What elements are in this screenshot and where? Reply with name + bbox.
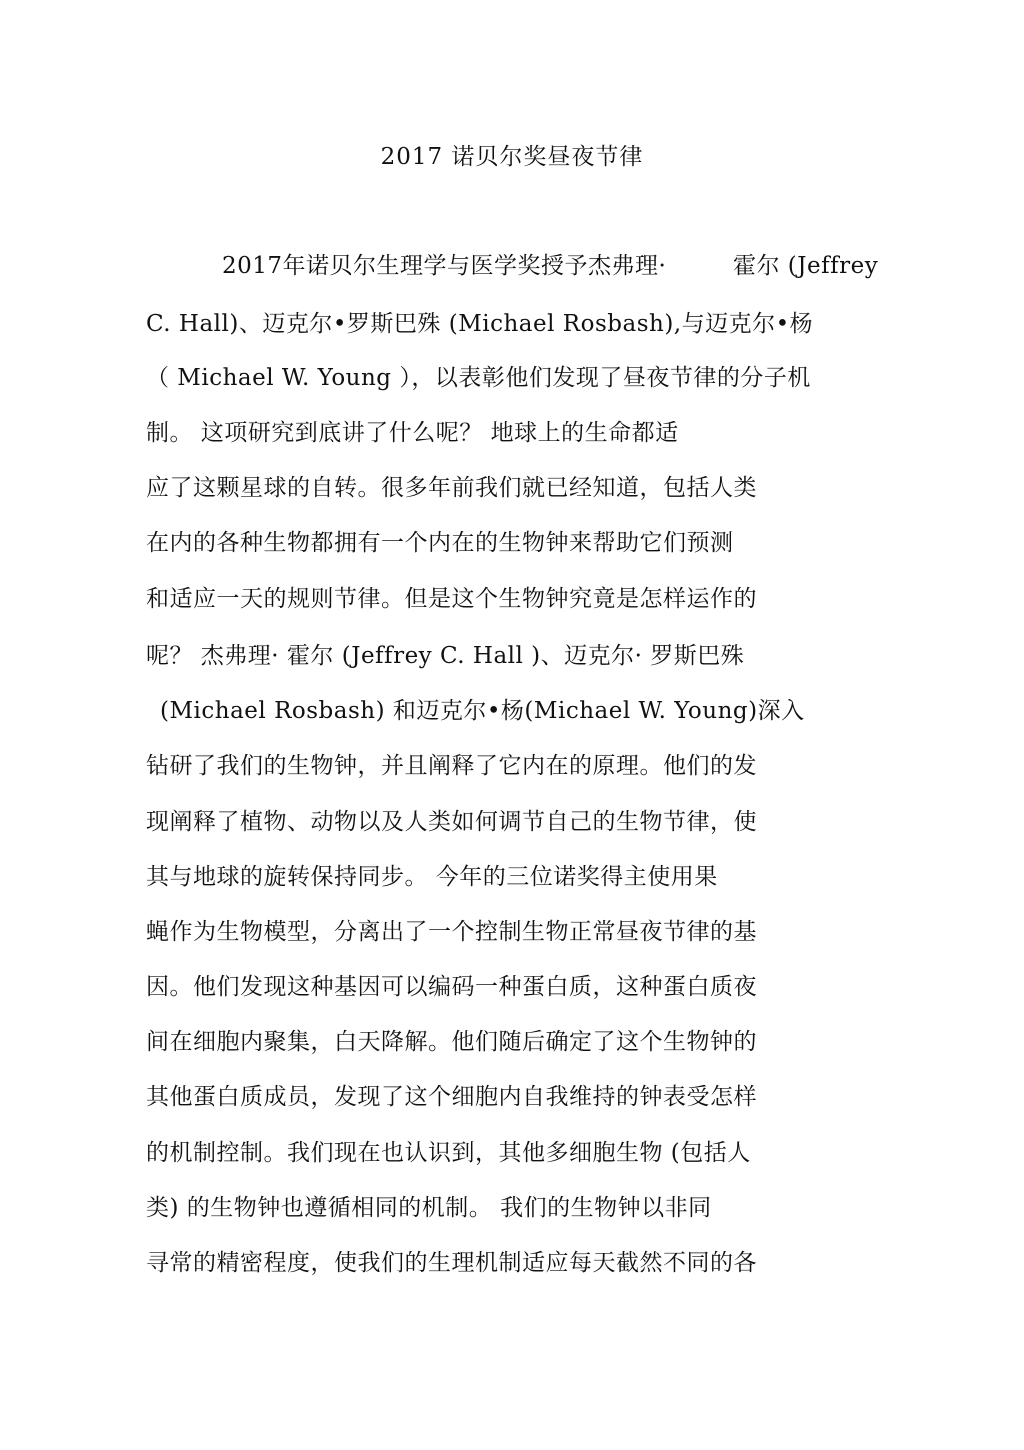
paragraph-line: 现阐释了植物、动物以及人类如何调节自己的生物节律，使: [146, 809, 757, 835]
paragraph-line: 霍尔 (Jeffrey: [733, 253, 879, 279]
paragraph-line: 在内的各种生物都拥有一个内在的生物钟来帮助它们预测: [146, 530, 734, 556]
paragraph-line: 蝇作为生物模型，分离出了一个控制生物正常昼夜节律的基: [146, 919, 757, 945]
paragraph-line: 2017年诺贝尔生理学与医学奖授予杰弗理·: [222, 253, 667, 279]
paragraph-line: 因。他们发现这种基因可以编码一种蛋白质，这种蛋白质夜: [146, 974, 757, 1000]
paragraph-line: 其与地球的旋转保持同步。 今年的三位诺奖得主使用果: [146, 864, 718, 890]
paragraph-line: （ Michael W. Young ），以表彰他们发现了昼夜节律的分子机: [146, 365, 811, 391]
paragraph-line: 其他蛋白质成员，发现了这个细胞内自我维持的钟表受怎样: [146, 1084, 757, 1110]
paragraph-line: 呢？ 杰弗理· 霍尔 (Jeffrey C. Hall )、迈克尔· 罗斯巴殊: [146, 643, 745, 669]
paragraph-line: 间在细胞内聚集，白天降解。他们随后确定了这个生物钟的: [146, 1029, 757, 1055]
paragraph-line: 寻常的精密程度，使我们的生理机制适应每天截然不同的各: [146, 1250, 757, 1276]
document-title: 2017 诺贝尔奖昼夜节律: [380, 144, 644, 170]
paragraph-line: 制。 这项研究到底讲了什么呢？ 地球上的生命都适: [146, 420, 679, 446]
paragraph-line: C. Hall)、迈克尔•罗斯巴殊 (Michael Rosbash),与迈克尔•杨: [146, 311, 814, 337]
paragraph-line: (Michael Rosbash) 和迈克尔•杨(Michael W. Young)深入: [160, 698, 805, 724]
paragraph-line: 和适应一天的规则节律。但是这个生物钟究竟是怎样运作的: [146, 586, 757, 612]
paragraph-line: 的机制控制。我们现在也认识到，其他多细胞生物 (包括人: [146, 1140, 751, 1166]
paragraph-line: 应了这颗星球的自转。很多年前我们就已经知道，包括人类: [146, 475, 757, 501]
paragraph-line: 类) 的生物钟也遵循相同的机制。 我们的生物钟以非同: [146, 1195, 712, 1221]
paragraph-line: 钻研了我们的生物钟，并且阐释了它内在的原理。他们的发: [146, 753, 757, 779]
